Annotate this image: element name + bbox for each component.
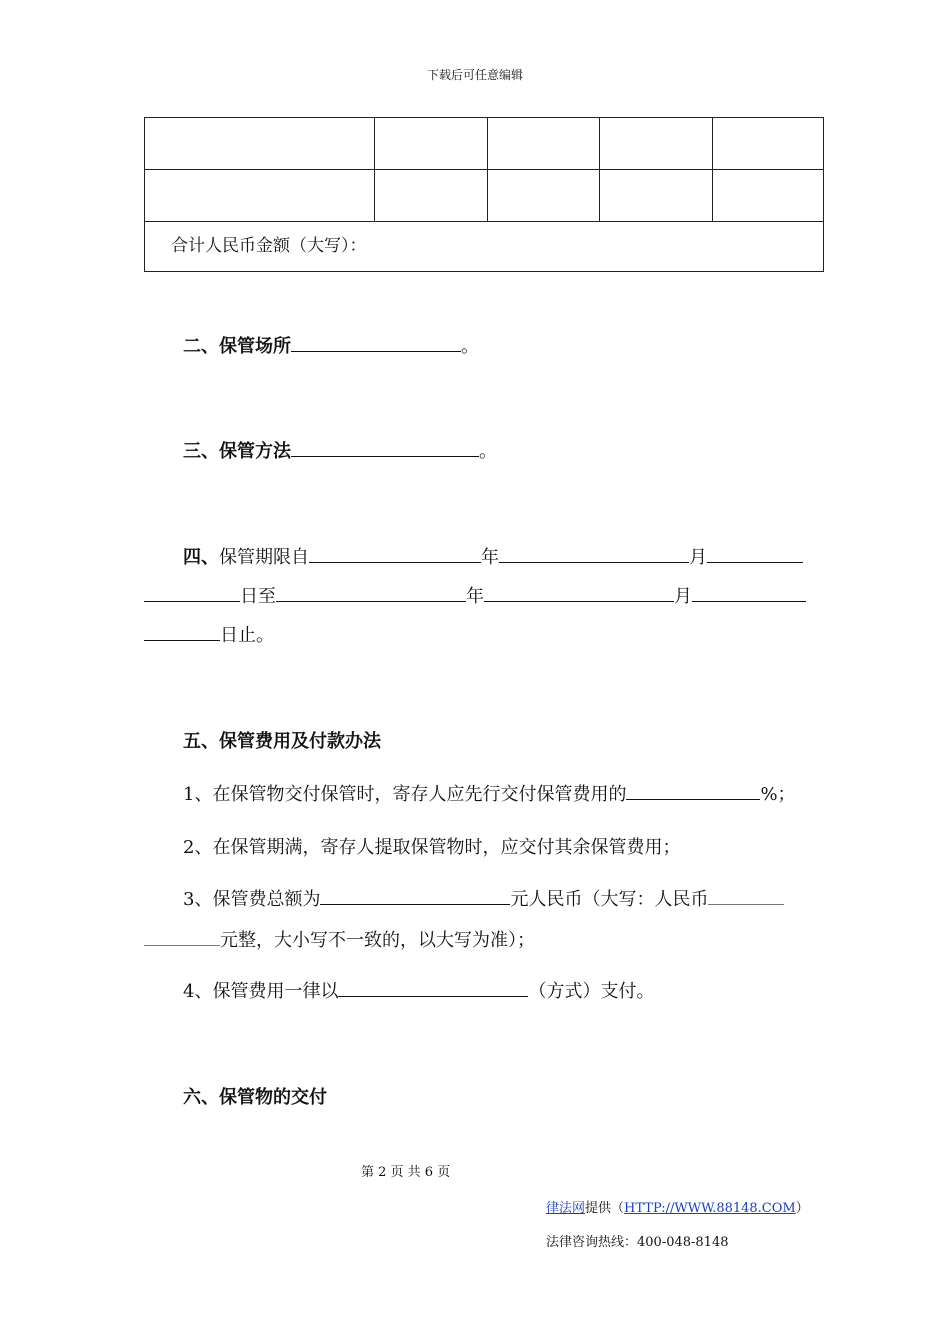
- table-cell: [712, 118, 823, 170]
- section-delivery-title: 六、保管物的交付: [183, 1087, 327, 1108]
- month-label: 月: [674, 586, 692, 607]
- table-cell: [374, 169, 488, 222]
- section-title: 二、保管场所: [183, 336, 291, 357]
- provider-close: ）: [795, 1201, 809, 1216]
- section-storage-method: [183, 437, 497, 463]
- table-cell: [712, 169, 823, 222]
- blank-field[interactable]: [338, 978, 528, 997]
- item-text: 元人民币（大写：人民币: [510, 889, 709, 910]
- fees-item-3-line1: [183, 885, 784, 911]
- table-cell: [599, 169, 713, 222]
- table-cell: [145, 169, 375, 222]
- table-cell: [374, 118, 488, 170]
- section-period-line2: [144, 582, 806, 608]
- item-text: 元整，大小写不一致的，以大写为准）；: [220, 930, 535, 951]
- blank-field[interactable]: [708, 886, 784, 905]
- table-total-label: 合计人民币金额（大写）：: [171, 236, 367, 256]
- blank-field[interactable]: [144, 622, 220, 641]
- blank-field[interactable]: [692, 583, 806, 602]
- year-label: 年: [466, 586, 484, 607]
- section-title: 四、: [183, 547, 219, 568]
- fees-item-1: [183, 780, 796, 806]
- blank-field[interactable]: [707, 544, 803, 563]
- fees-item-3-line2: [144, 926, 535, 952]
- section-storage-place: [183, 332, 479, 358]
- item-end: %；: [760, 784, 796, 805]
- blank-field[interactable]: [484, 583, 674, 602]
- page-number: 第 2 页 共 6 页: [361, 1165, 451, 1180]
- period: 。: [479, 441, 497, 462]
- item-text: 3、保管费总额为: [183, 889, 321, 910]
- month-label: 月: [689, 547, 707, 568]
- items-table: [144, 117, 824, 272]
- section-period-line1: [183, 543, 803, 569]
- website-link[interactable]: HTTP://WWW.88148.COM: [624, 1201, 796, 1216]
- item-text: （方式）支付。: [528, 981, 655, 1002]
- fees-item-4: [183, 977, 654, 1003]
- item-text: 1、在保管物交付保管时，寄存人应先行交付保管费用的: [183, 784, 627, 805]
- provider-text: 提供（: [585, 1201, 625, 1216]
- table-cell: [487, 169, 600, 222]
- table-cell: [145, 118, 375, 170]
- table-cell: [599, 118, 713, 170]
- blank-field[interactable]: [291, 438, 479, 457]
- provider-link[interactable]: 律法网: [546, 1201, 586, 1216]
- day-end-label: 日止。: [220, 625, 274, 646]
- section-period-line3: [144, 621, 274, 647]
- blank-field[interactable]: [626, 781, 760, 800]
- item-text: 4、保管费用一律以: [183, 981, 339, 1002]
- blank-field[interactable]: [276, 583, 466, 602]
- fees-item-2: 2、在保管期满，寄存人提取保管物时，应交付其余保管费用；: [183, 837, 681, 858]
- provider-line: [546, 1197, 809, 1216]
- header-note: 下载后可任意编辑: [426, 68, 523, 82]
- section-title: 三、保管方法: [183, 441, 291, 462]
- year-label: 年: [481, 547, 499, 568]
- blank-field[interactable]: [144, 927, 220, 946]
- blank-field[interactable]: [320, 886, 510, 905]
- blank-field[interactable]: [291, 333, 461, 352]
- table-cell: [487, 118, 600, 170]
- day-to-label: 日至: [240, 586, 276, 607]
- hotline: 法律咨询热线：400-048-8148: [546, 1235, 729, 1250]
- period: 。: [461, 336, 479, 357]
- blank-field[interactable]: [499, 544, 689, 563]
- period-label: 保管期限自: [219, 547, 309, 568]
- section-fees-title: 五、保管费用及付款办法: [183, 731, 381, 752]
- blank-field[interactable]: [144, 583, 240, 602]
- blank-field[interactable]: [309, 544, 481, 563]
